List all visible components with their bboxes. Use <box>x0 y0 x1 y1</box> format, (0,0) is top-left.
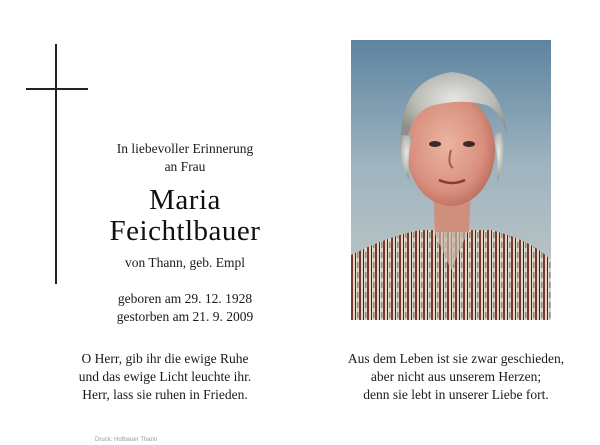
origin-text: von Thann, geb. Empl <box>124 255 246 270</box>
birth-date: geboren am 29. 12. 1928 <box>117 291 253 306</box>
portrait-photo <box>351 40 551 320</box>
last-name: Feichtlbauer <box>109 215 261 247</box>
life-dates <box>90 290 280 326</box>
prayer-line-2: und das ewige Licht leuchte ihr. <box>78 369 252 384</box>
intro-line-1: In liebevoller Erinnerung <box>116 141 254 156</box>
intro-line-2: an Frau <box>164 159 206 174</box>
printer-credit: Druck: Hofbauer Thann <box>95 437 158 443</box>
remembrance-intro <box>90 140 280 176</box>
prayer-text <box>50 350 280 404</box>
deceased-name <box>90 185 280 247</box>
cross-vertical-bar <box>55 44 57 284</box>
prayer-line-3: Herr, lass sie ruhen in Frieden. <box>82 387 248 402</box>
verse-line-2: aber nicht aus unserem Herzen; <box>370 369 542 384</box>
death-date: gestorben am 21. 9. 2009 <box>116 309 254 324</box>
verse-line-3: denn sie lebt in unserer Liebe fort. <box>363 387 549 402</box>
cross-horizontal-bar <box>26 88 88 90</box>
origin-line <box>90 255 280 271</box>
prayer-line-1: O Herr, gib ihr die ewige Ruhe <box>81 351 249 366</box>
first-name: Maria <box>149 184 221 216</box>
verse-line-1: Aus dem Leben ist sie zwar geschieden, <box>347 351 565 366</box>
portrait-illustration <box>351 40 551 320</box>
memorial-verse <box>330 350 582 404</box>
